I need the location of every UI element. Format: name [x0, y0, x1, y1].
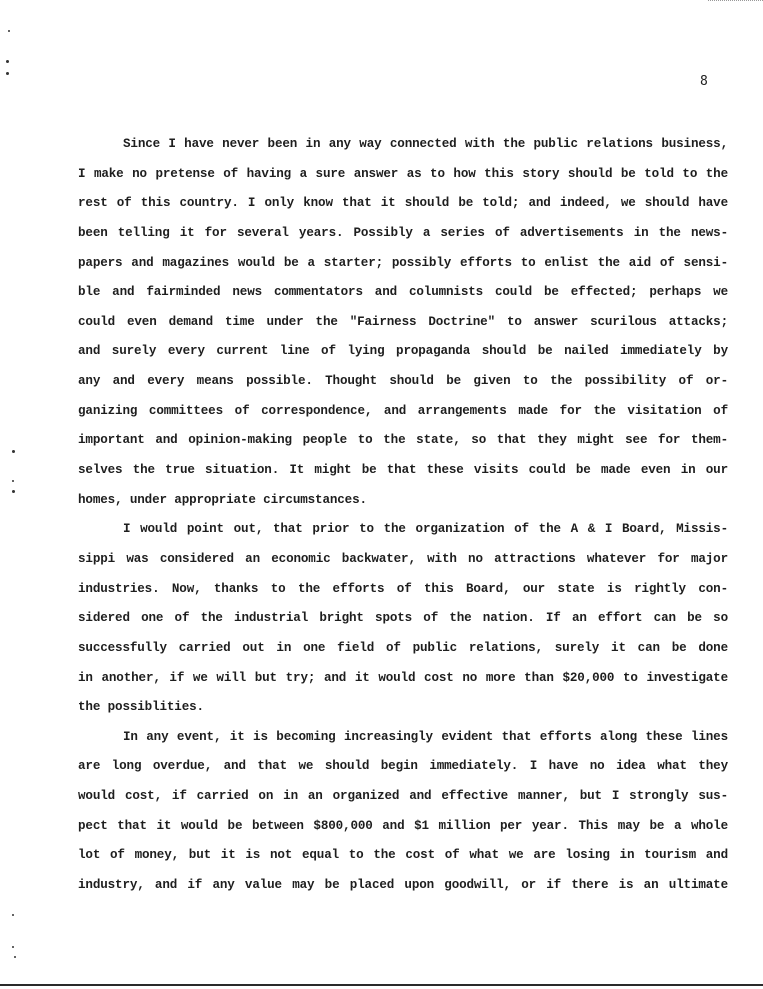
- margin-speck: [12, 946, 14, 948]
- margin-speck: [6, 60, 9, 63]
- text-line: pect that it would be between $800,000 and $1 million per year. This may be a whole: [78, 818, 728, 833]
- text-line: could even demand time under the "Fairness Doctrine" to answer scurilous attacks;: [78, 314, 728, 329]
- text-line: sidered one of the industrial bright spots of the nation. If an effort can be so: [78, 611, 728, 626]
- text-line: lot of money, but it is not equal to the cost of what we are losing in tourism and: [78, 848, 728, 863]
- page-number: 8: [700, 74, 708, 89]
- margin-speck: [14, 956, 16, 958]
- text-line: and surely every current line of lying propaganda should be nailed immediately by: [78, 344, 728, 359]
- text-line: successfully carried out in one field of public relations, surely it can be done: [78, 640, 728, 655]
- page-bottom-edge: [0, 984, 763, 986]
- margin-speck: [6, 72, 9, 75]
- text-line: papers and magazines would be a starter; possibly efforts to enlist the aid of sensi-: [78, 255, 728, 270]
- top-edge-mark: [708, 0, 763, 3]
- text-line: been telling it for several years. Possibly a series of advertisements in the news-: [78, 225, 728, 240]
- text-line: selves the true situation. It might be that these visits could be made even in our: [78, 463, 728, 478]
- text-line: in another, if we will but try; and it would cost no more than $20,000 to investigate: [78, 670, 728, 685]
- margin-speck: [12, 914, 14, 916]
- text-line: industry, and if any value may be placed upon goodwill, or if there is an ultimate: [78, 878, 728, 893]
- margin-speck: [12, 450, 15, 453]
- margin-speck: [12, 480, 14, 482]
- margin-speck: [8, 30, 10, 32]
- text-line: I make no pretense of having a sure answer as to how this story should be told to the: [78, 166, 728, 181]
- text-line: I would point out, that prior to the organization of the A & I Board, Missis-: [123, 522, 728, 537]
- text-line: sippi was considered an economic backwater, with no attractions whatever for major: [78, 551, 728, 566]
- text-line: ble and fairminded news commentators and columnists could be effected; perhaps we: [78, 285, 728, 300]
- text-line: any and every means possible. Thought should be given to the possibility of or-: [78, 374, 728, 389]
- text-line: rest of this country. I only know that it should be told; and indeed, we should have: [78, 196, 728, 211]
- body-text: [78, 130, 728, 901]
- text-line: Since I have never been in any way connected with the public relations business,: [123, 137, 728, 151]
- text-line: would cost, if carried on in an organized and effective manner, but I strongly sus-: [78, 789, 728, 804]
- text-line: homes, under appropriate circumstances.: [78, 492, 367, 507]
- margin-speck: [12, 490, 15, 493]
- text-line: ganizing committees of correspondence, and arrangements made for the visitation of: [78, 403, 728, 418]
- text-line: In any event, it is becoming increasingly evident that efforts along these lines: [123, 729, 728, 744]
- text-line: the possiblities.: [78, 700, 204, 715]
- text-line: are long overdue, and that we should begin immediately. I have no idea what they: [78, 759, 728, 774]
- text-line: important and opinion-making people to the state, so that they might see for them-: [78, 433, 728, 448]
- text-line: industries. Now, thanks to the efforts of this Board, our state is rightly con-: [78, 581, 728, 596]
